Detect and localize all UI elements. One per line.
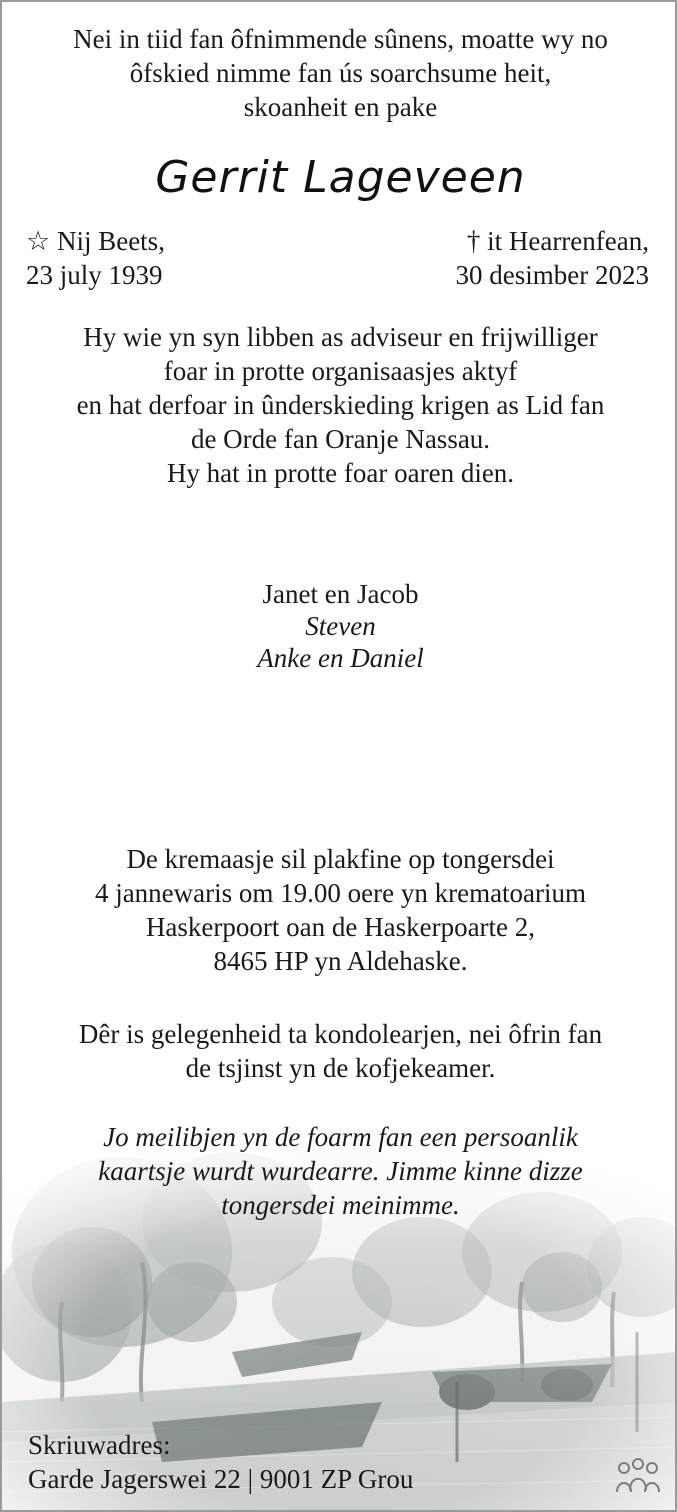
family-line: Anke en Daniel: [257, 643, 424, 673]
family-line: Steven: [305, 611, 376, 641]
condolence-line: de tsjinst yn de kofjekeamer.: [185, 1053, 496, 1083]
note-line: tongersdei meinimme.: [221, 1190, 460, 1220]
bio-line: foar in protte organisaasjes aktyf: [163, 356, 518, 386]
bio-line: de Orde fan Oranje Nassau.: [190, 424, 491, 454]
deceased-name: Gerrit Lageveen: [155, 152, 526, 203]
intro-line: Nei in tiid fan ôfnimmende sûnens, moatte wy no: [73, 24, 608, 54]
family-line: Janet en Jacob: [262, 579, 419, 609]
death-date: 30 desimber 2023: [455, 260, 649, 290]
bio-line: Hy hat in protte foar oaren dien.: [166, 458, 515, 488]
note-line: kaartsje wurdt wurdearre. Jimme kinne dizze: [98, 1156, 583, 1186]
birth-place: ☆ Nij Beets,: [26, 226, 165, 256]
biography-text: [2, 320, 677, 490]
note-line: Jo meilibjen yn de foarm fan een persoanlik: [103, 1122, 578, 1152]
family-names: [2, 578, 677, 674]
cremation-line: Haskerpoort oan de Haskerpoarte 2,: [145, 912, 536, 942]
cremation-line: 8465 HP yn Aldehaske.: [213, 946, 468, 976]
family-people-icon: [615, 1456, 661, 1496]
intro-line: skoanheit en pake: [243, 92, 438, 122]
address-label: Skriuwadres:: [28, 1430, 171, 1460]
bio-line: en hat derfoar in ûnderskieding krigen as Lid fan: [76, 390, 605, 420]
address-value: Garde Jagerswei 22 | 9001 ZP Grou: [28, 1464, 414, 1494]
death-info: [456, 224, 649, 292]
condolence-line: Dêr is gelegenheid ta kondolearjen, nei ôfrin fan: [78, 1019, 603, 1049]
bio-line: Hy wie yn syn libben as adviseur en frijwilliger: [83, 322, 598, 352]
birth-info: [26, 224, 165, 292]
birth-date: 23 july 1939: [26, 260, 163, 290]
card-note: [2, 1120, 677, 1222]
condolence-text: [2, 1017, 677, 1085]
cremation-line: 4 jannewaris om 19.00 oere yn krematoarium: [94, 878, 587, 908]
intro-text: [2, 22, 677, 124]
death-place: † it Hearrenfean,: [466, 226, 649, 256]
mailing-address: [28, 1428, 413, 1496]
cremation-details: [2, 842, 677, 978]
intro-line: ôfskied nimme fan ús soarchsume heit,: [129, 58, 552, 88]
cremation-line: De kremaasje sil plakfine op tongersdei: [126, 844, 555, 874]
